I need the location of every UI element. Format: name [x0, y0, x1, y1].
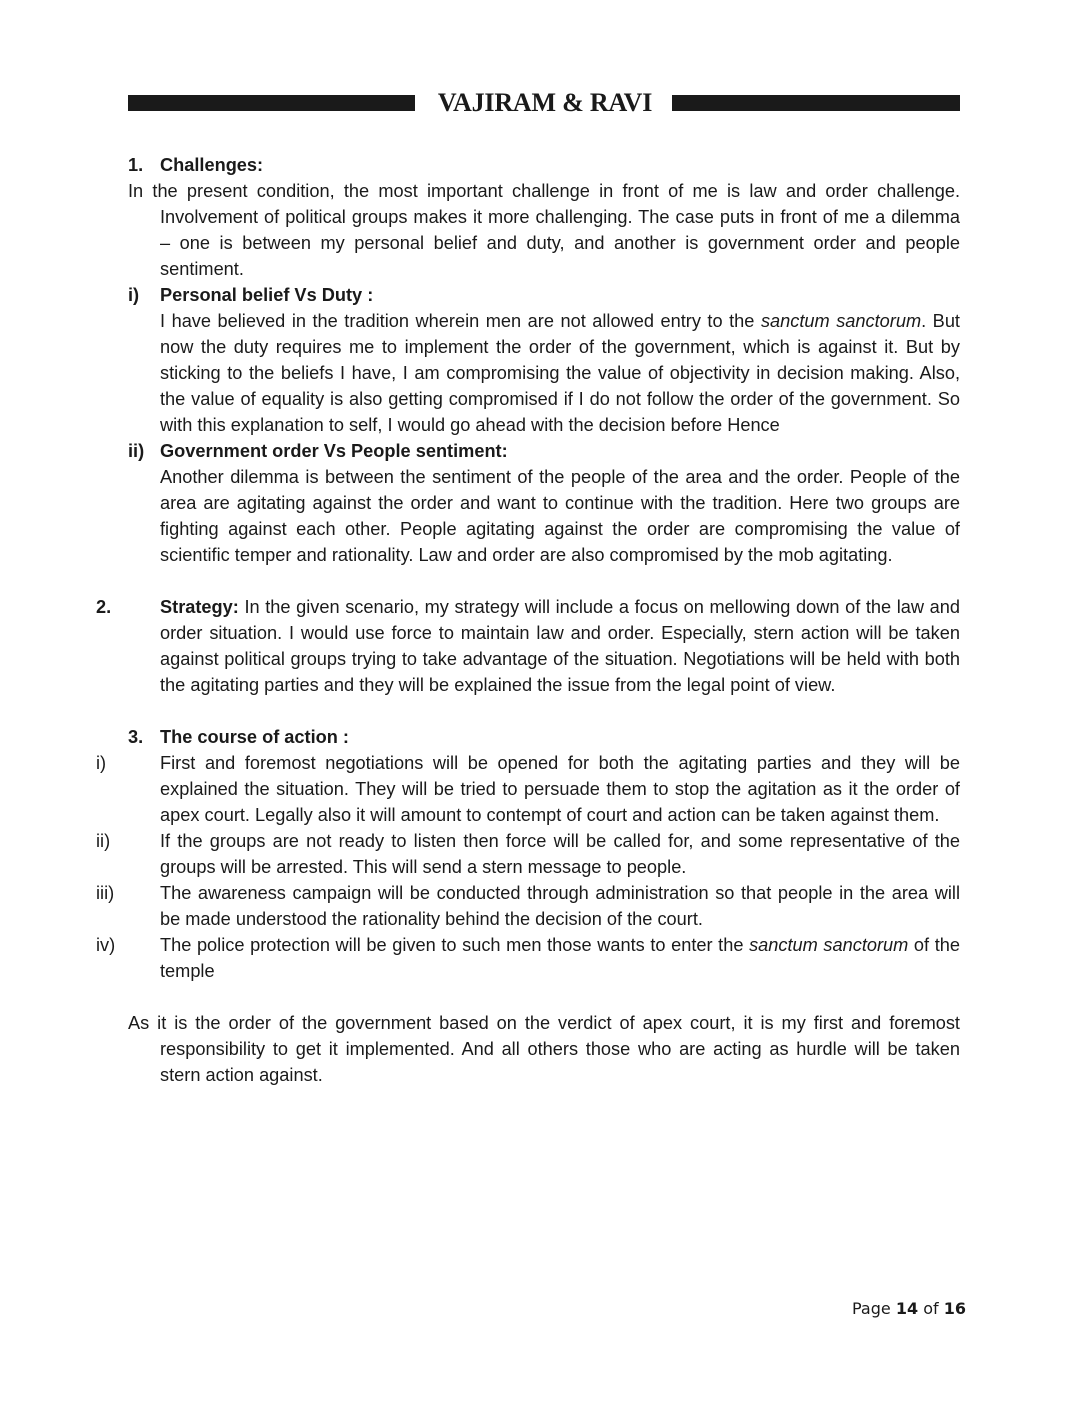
strategy-paragraph: 2. Strategy: In the given scenario, my strategy will include a focus on mellowing down of the law and order situation. I would use force to maintain law and order. Especially, stern action will be taken against political groups trying to take advantage of the situation. Negotiations will be held with both the agitating parties and they will be explained the issue from the legal point of view.	[96, 597, 960, 695]
page-header	[128, 88, 960, 118]
government-order-text: Another dilemma is between the sentiment of the people of the area and the order. People of the area are agitating against the order and want to continue with the tradition. Here two groups are fighting against each other. People agitating against the order are compromising the value of scientific temper and rationality. Law and order are also compromised by the mob agitating.	[160, 467, 960, 565]
list-item: iv) The police protection will be given to such men those wants to enter the sanctum sanctorum of the temple	[96, 935, 960, 981]
header-rule-left	[128, 95, 415, 111]
subheading-government-order: ii) Government order Vs People sentiment:	[128, 441, 508, 461]
subheading-personal-belief: i) Personal belief Vs Duty :	[128, 285, 374, 305]
list-item: ii) If the groups are not ready to listen then force will be called for, and some representative of the groups will be arrested. This will send a stern message to people.	[96, 831, 960, 877]
list-item: iii) The awareness campaign will be conducted through administration so that people in the area will be made understood the rationality behind the decision of the court.	[96, 883, 960, 929]
page-number: Page 14 of 16	[852, 1299, 966, 1318]
personal-belief-text: I have believed in the tradition wherein men are not allowed entry to the sanctum sanctorum. But now the duty requires me to implement the order of the government, which is against it. But by sticking to the beliefs I have, I am compromising the value of objectivity in decision making. Also, the value of equality is also getting compromised if I do not follow the order of the government. So with this explanation to self, I would go ahead with the decision before Hence	[160, 311, 960, 435]
conclusion-paragraph: As it is the order of the government based on the verdict of apex court, it is my first and foremost responsibility to get it implemented. And all others those who are acting as hurdle will be taken stern action against.	[128, 1013, 960, 1085]
challenges-intro: In the present condition, the most important challenge in front of me is law and order challenge. Involvement of political groups makes it more challenging. The case puts in front of me a dilemma – one is between my personal belief and duty, and another is government order and people sentiment.	[128, 181, 960, 279]
list-item: i) First and foremost negotiations will be opened for both the agitating parties and they will be explained the situation. They will be tried to persuade them to stop the agitation as it the order of apex court. Legally also it will amount to contempt of court and action can be taken against them.	[96, 753, 960, 825]
section-heading-course: 3. The course of action :	[128, 727, 349, 747]
header-title: VAJIRAM & RAVI	[437, 88, 653, 117]
header-rule-right	[672, 95, 960, 111]
section-heading-challenges: 1. Challenges:	[128, 155, 264, 175]
document-body	[96, 152, 960, 1088]
strategy-heading: Strategy:	[160, 597, 239, 617]
